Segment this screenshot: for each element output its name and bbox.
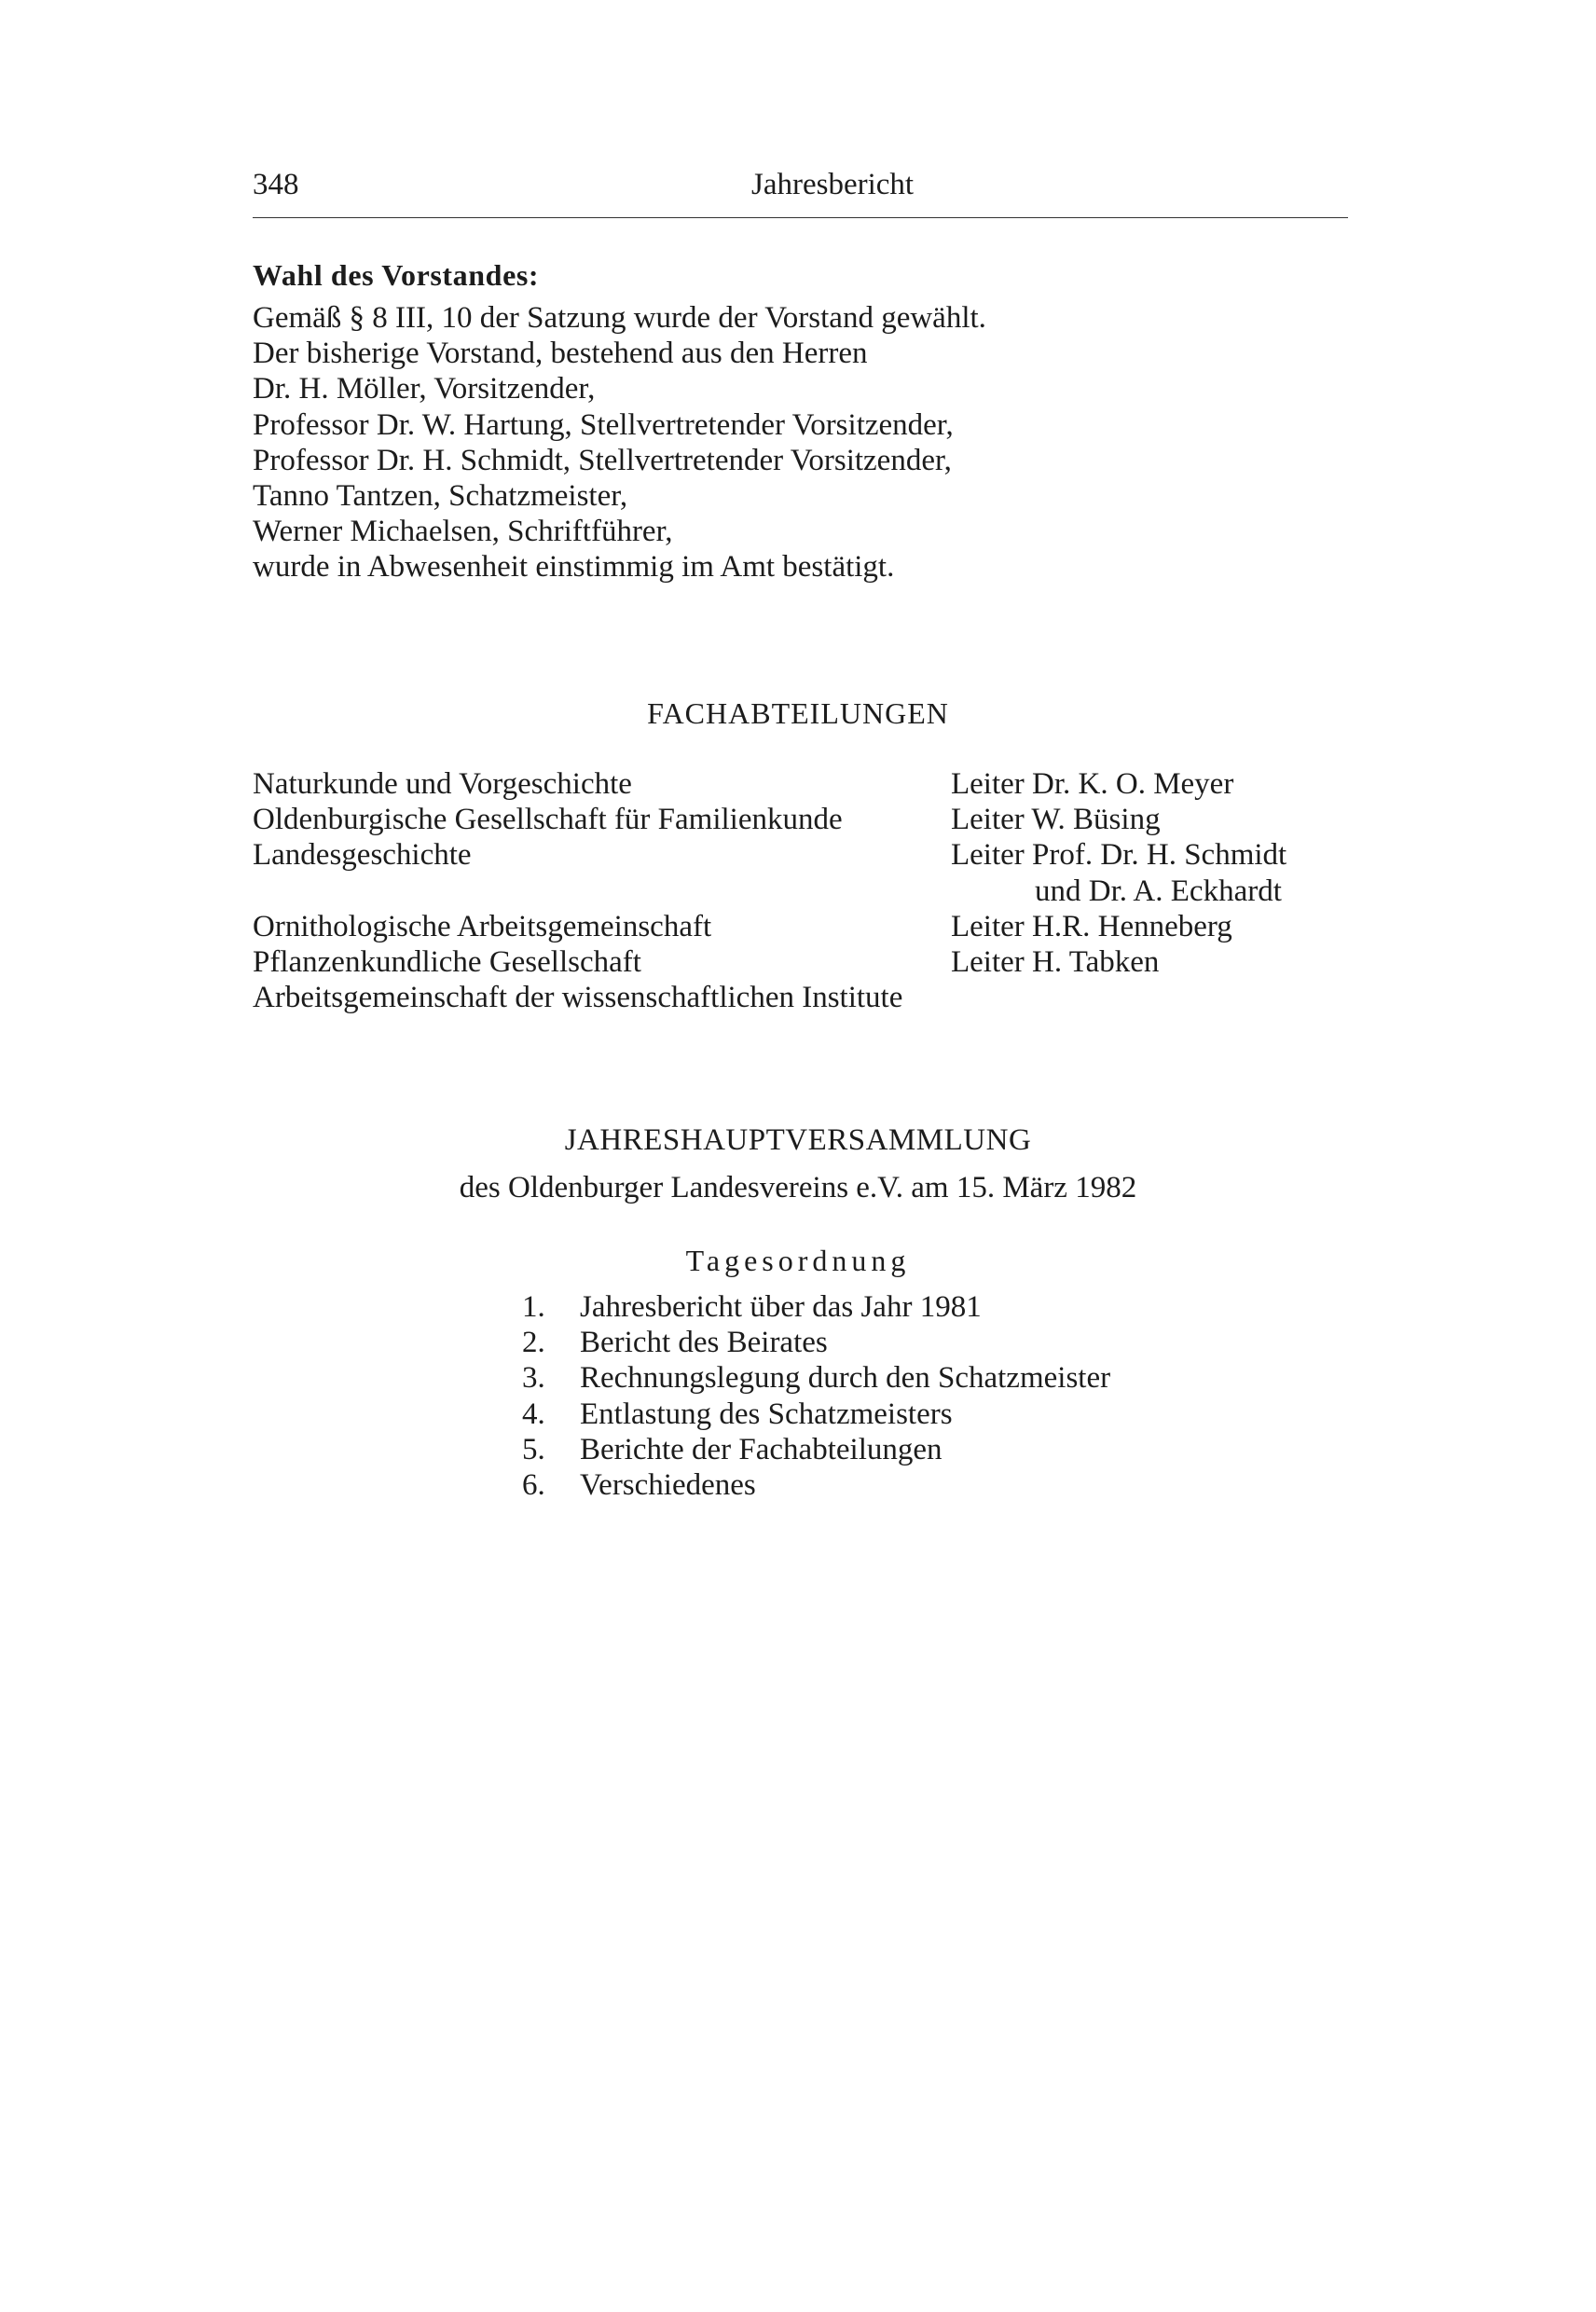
agenda-item [522,1397,1110,1432]
agenda-list [522,1289,1110,1503]
wahl-line: Der bisherige Vorstand, bestehend aus den Herren [253,337,868,371]
wahl-paragraph [253,300,986,585]
agenda-item [522,1432,1110,1467]
wahl-line: Tanno Tantzen, Schatzmeister, [253,479,628,514]
wahl-line: Professor Dr. H. Schmidt, Stellvertretender Vorsitzender, [253,443,952,477]
agenda-text: Bericht des Beirates [580,1326,828,1360]
running-title: Jahresbericht [751,168,915,201]
wahl-line: Dr. H. Möller, Vorsitzender, [253,372,596,406]
fach-row [253,944,1348,980]
fachabteilungen-list [253,766,1348,1015]
fach-name: Arbeitsgemeinschaft der wissenschaftlichen Institute [253,981,903,1015]
agenda-number: 2. [522,1326,545,1360]
fach-leader-name: Leiter H.R. Henneberg [951,909,1232,943]
fach-leader [951,909,1232,944]
agenda-text: Entlastung des Schatzmeisters [580,1397,953,1431]
fach-leader-name: Leiter H. Tabken [951,945,1160,979]
agenda-number: 1. [522,1290,545,1324]
agenda-item [522,1325,1110,1360]
fach-name: Naturkunde und Vorgeschichte [253,767,632,801]
fach-row [253,980,1348,1015]
fach-row [253,766,1348,802]
fach-name: Oldenburgische Gesellschaft für Familienkunde [253,803,843,837]
agenda-number: 5. [522,1432,545,1466]
fach-leader-name: Leiter W. Büsing [951,803,1161,837]
agenda-number: 4. [522,1397,545,1431]
wahl-heading: Wahl des Vorstandes: [253,258,540,292]
header-rule [253,217,1348,218]
fach-leader-name: Leiter Dr. K. O. Meyer [951,767,1234,801]
wahl-line: Professor Dr. W. Hartung, Stellvertretender Vorsitzender, [253,407,954,442]
wahl-line: Werner Michaelsen, Schriftführer, [253,515,673,549]
tagesordnung-heading: Tagesordnung [685,1244,911,1277]
agenda-text: Rechnungslegung durch den Schatzmeister [580,1361,1111,1396]
agenda-text: Jahresbericht über das Jahr 1981 [580,1290,982,1324]
wahl-line: wurde in Abwesenheit einstimmig im Amt bestätigt. [253,550,895,585]
fach-name: Pflanzenkundliche Gesellschaft [253,945,641,979]
jahreshauptversammlung-heading: JAHRESHAUPTVERSAMMLUNG [564,1123,1032,1157]
wahl-line: Gemäß § 8 III, 10 der Satzung wurde der Vorstand gewählt. [253,301,986,335]
agenda-text: Verschiedenes [580,1468,756,1503]
fach-leader [951,766,1233,802]
agenda-item [522,1467,1110,1503]
fach-leader-name: Leiter Prof. Dr. H. Schmidt [951,838,1287,873]
agenda-text: Berichte der Fachabteilungen [580,1432,942,1466]
jahreshauptversammlung-subtitle: des Oldenburger Landesvereins e.V. am 15. März 1982 [459,1171,1137,1204]
fach-row [253,909,1348,944]
fach-leader-extra: und Dr. A. Eckhardt [1035,874,1282,908]
agenda-number: 3. [522,1361,545,1396]
fach-leader [951,944,1159,980]
agenda-item [522,1360,1110,1396]
fach-name: Ornithologische Arbeitsgemeinschaft [253,909,712,943]
fach-name: Landesgeschichte [253,838,472,873]
agenda-item [522,1289,1110,1325]
fachabteilungen-heading: FACHABTEILUNGEN [647,696,949,730]
agenda-number: 6. [522,1468,545,1503]
fach-row [253,802,1348,837]
page-number: 348 [253,168,299,201]
fach-leader [951,802,1161,837]
fach-row [253,837,1348,908]
fach-leader [951,837,1286,908]
